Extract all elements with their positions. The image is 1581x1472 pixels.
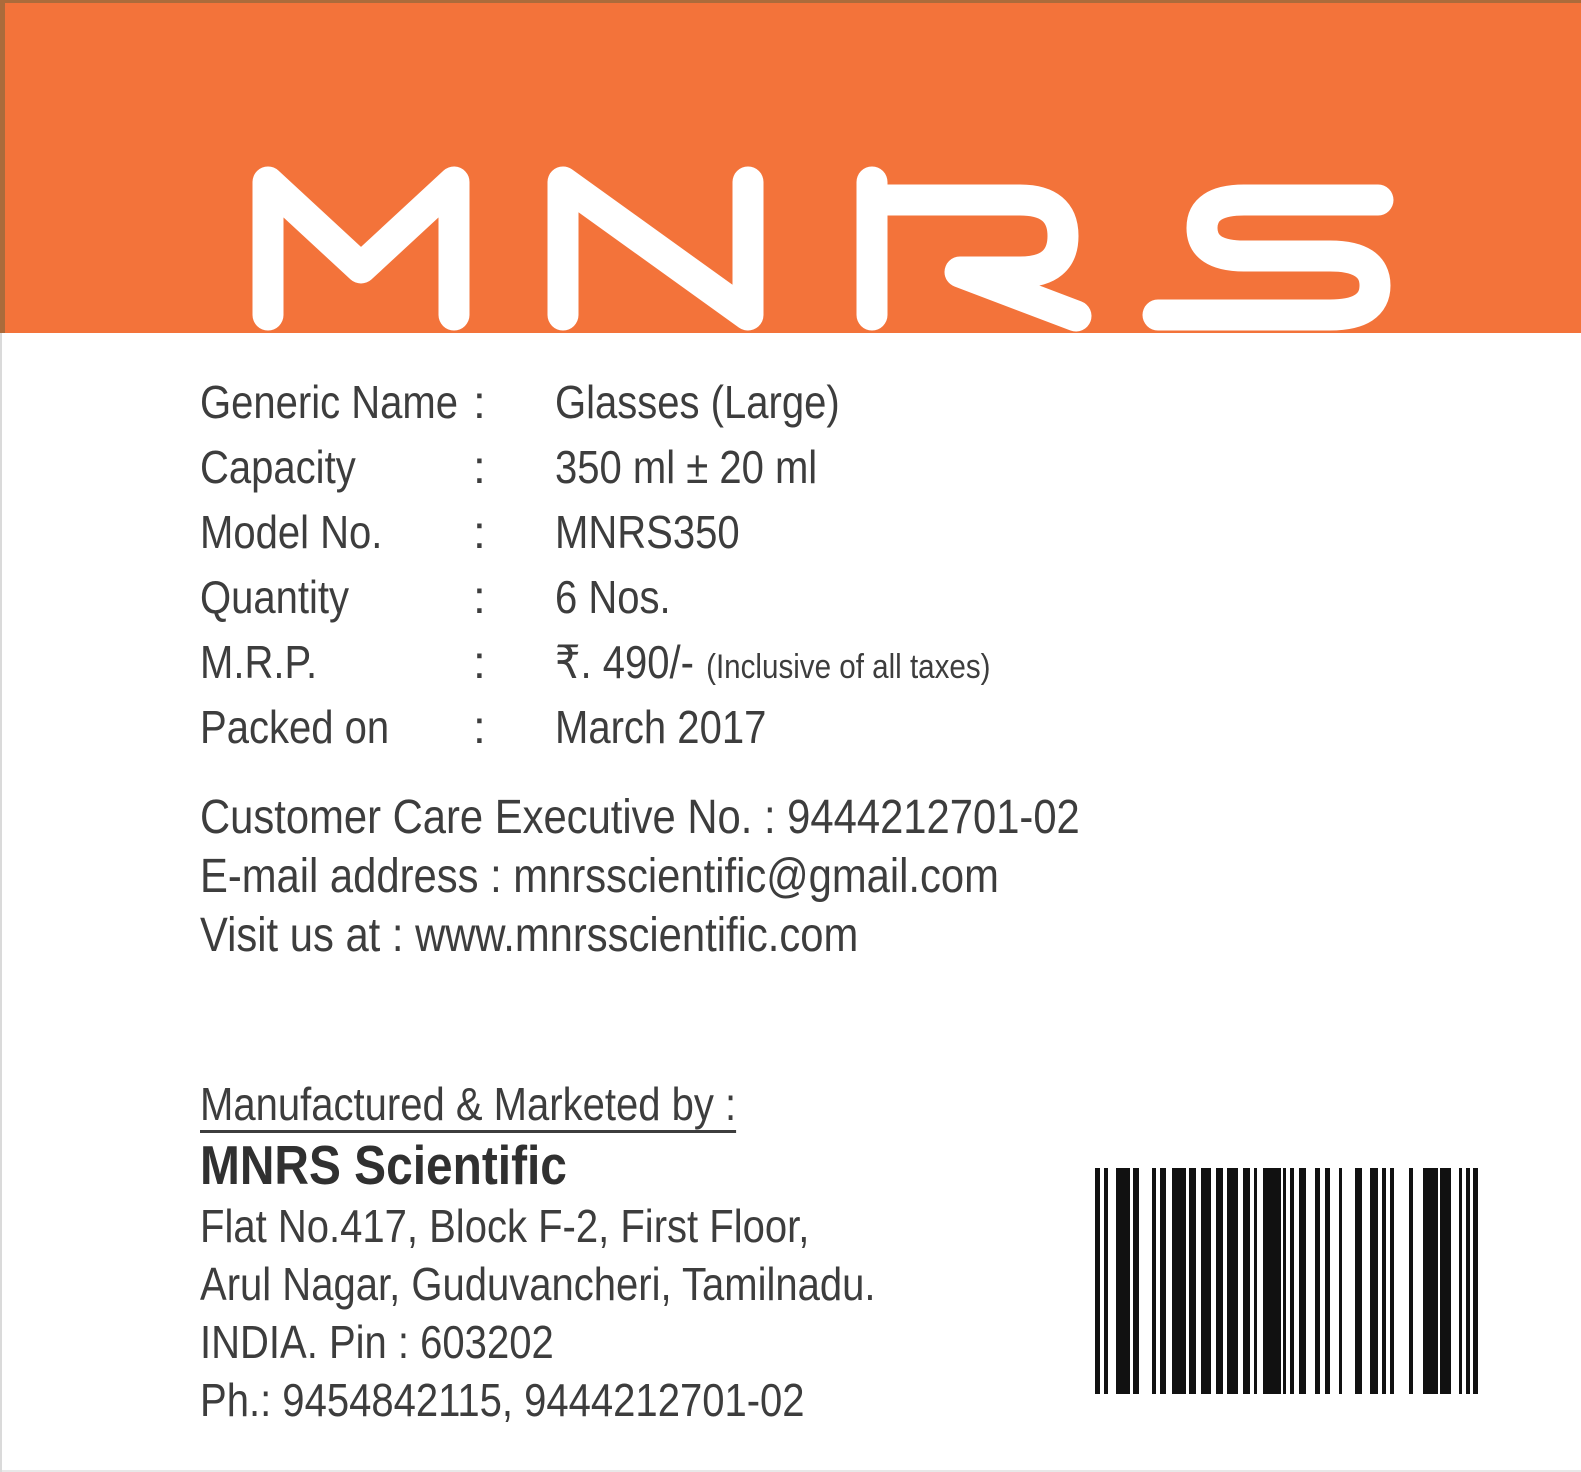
row-value: ₹. 490/- (Inclusive of all taxes) <box>555 636 991 688</box>
row-colon: : <box>473 636 486 688</box>
contact-info <box>200 788 1211 965</box>
row-label: Packed on <box>200 701 390 753</box>
barcode <box>1095 1168 1478 1394</box>
address-line: Ph.: 9454842115, 9444212701-02 <box>200 1374 805 1426</box>
row-label: Generic Name <box>200 376 459 428</box>
row-label: M.R.P. <box>200 636 318 688</box>
address-line: INDIA. Pin : 603202 <box>200 1316 554 1368</box>
table-row <box>200 435 1056 500</box>
table-row <box>200 695 1056 760</box>
row-colon: : <box>473 441 486 493</box>
product-details <box>200 370 1056 760</box>
row-colon: : <box>473 506 486 558</box>
row-label: Quantity <box>200 571 350 623</box>
mrp-tax-note: (Inclusive of all taxes) <box>706 648 991 686</box>
row-value: MNRS350 <box>555 506 740 558</box>
row-value: 6 Nos. <box>555 571 671 623</box>
brand-banner <box>0 0 1581 333</box>
email-line: E-mail address : mnrsscientific@gmail.com <box>200 850 999 903</box>
table-row <box>200 370 1056 435</box>
manufacturer-info <box>200 1075 976 1429</box>
row-colon: : <box>473 701 486 753</box>
row-colon: : <box>473 571 486 623</box>
table-row <box>200 500 1056 565</box>
table-row <box>200 565 1056 630</box>
manufacturer-name: MNRS Scientific <box>200 1134 567 1196</box>
manufacturer-heading: Manufactured & Marketed by : <box>200 1078 737 1130</box>
address-line: Flat No.417, Block F-2, First Floor, <box>200 1200 810 1252</box>
row-value: March 2017 <box>555 701 767 753</box>
mnrs-logo-icon <box>0 0 1581 333</box>
row-colon: : <box>473 376 486 428</box>
address-line: Arul Nagar, Guduvancheri, Tamilnadu. <box>200 1258 876 1310</box>
row-label: Capacity <box>200 441 356 493</box>
table-row <box>200 630 1056 695</box>
customer-care-line: Customer Care Executive No. : 9444212701-02 <box>200 791 1080 844</box>
row-value: Glasses (Large) <box>555 376 840 428</box>
row-label: Model No. <box>200 506 383 558</box>
row-value: 350 ml ± 20 ml <box>555 441 818 493</box>
website-line: Visit us at : www.mnrsscientific.com <box>200 909 859 962</box>
